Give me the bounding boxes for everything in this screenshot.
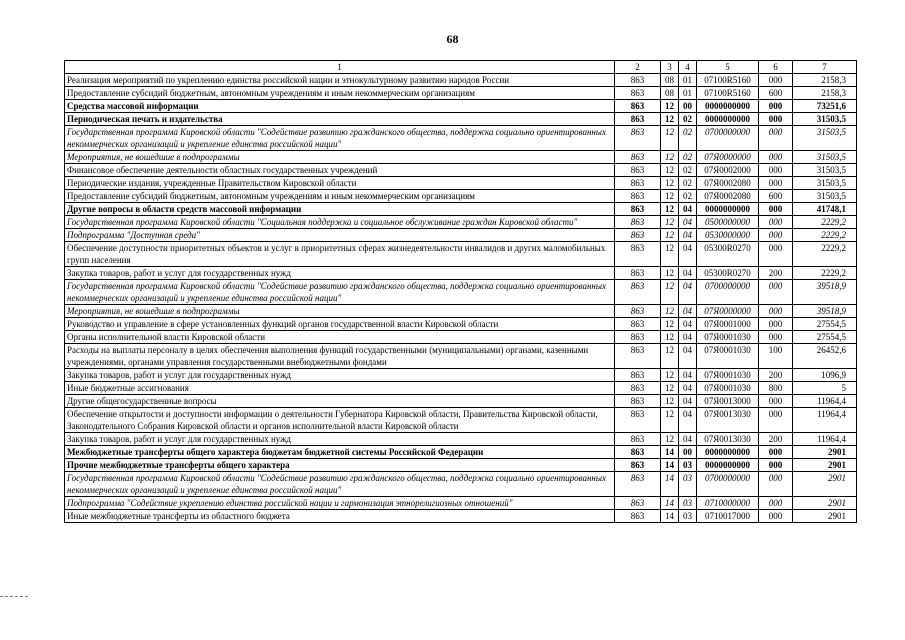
amount-cell: 39518,9 bbox=[793, 305, 857, 318]
table-row bbox=[65, 216, 857, 229]
description-cell: Периодические издания, учрежденные Правительством Кировской области bbox=[65, 177, 615, 190]
subsection-cell: 04 bbox=[679, 229, 697, 242]
admin-code-cell: 863 bbox=[615, 472, 661, 497]
target-article-cell: 0000000000 bbox=[697, 446, 759, 459]
amount-cell: 5 bbox=[793, 382, 857, 395]
section-cell: 12 bbox=[661, 113, 679, 126]
page-edge-mark bbox=[0, 596, 28, 597]
column-header-1: 1 bbox=[65, 61, 615, 74]
expense-type-cell: 200 bbox=[759, 433, 793, 446]
subsection-cell: 01 bbox=[679, 74, 697, 87]
admin-code-cell: 863 bbox=[615, 203, 661, 216]
expense-type-cell: 100 bbox=[759, 344, 793, 369]
expense-type-cell: 000 bbox=[759, 497, 793, 510]
subsection-cell: 04 bbox=[679, 395, 697, 408]
description-cell: Обеспечение открытости и доступности информации о деятельности Губернатора Кировской области, Правительства Кировской области, Законодательного Собрания Кировской области и органов исполнительной власти Кировской области bbox=[65, 408, 615, 433]
expense-type-cell: 000 bbox=[759, 395, 793, 408]
budget-table bbox=[64, 60, 857, 523]
subsection-cell: 02 bbox=[679, 164, 697, 177]
column-header-7: 7 bbox=[793, 61, 857, 74]
admin-code-cell: 863 bbox=[615, 408, 661, 433]
table-row bbox=[65, 497, 857, 510]
amount-cell: 26452,6 bbox=[793, 344, 857, 369]
section-cell: 12 bbox=[661, 305, 679, 318]
target-article-cell: 07Я0013000 bbox=[697, 395, 759, 408]
table-row bbox=[65, 280, 857, 305]
table-row bbox=[65, 305, 857, 318]
amount-cell: 31503,5 bbox=[793, 190, 857, 203]
section-cell: 12 bbox=[661, 280, 679, 305]
amount-cell: 2229,2 bbox=[793, 267, 857, 280]
section-cell: 12 bbox=[661, 203, 679, 216]
amount-cell: 11964,4 bbox=[793, 395, 857, 408]
description-cell: Государственная программа Кировской области "Содействие развитию гражданского общества, поддержка социально ориентированных некоммерческих организаций и укрепление единства российской нации" bbox=[65, 126, 615, 151]
target-article-cell: 0530000000 bbox=[697, 229, 759, 242]
table-row bbox=[65, 459, 857, 472]
target-article-cell: 07Я0000000 bbox=[697, 151, 759, 164]
description-cell: Мероприятия, не вошедшие в подпрограммы bbox=[65, 151, 615, 164]
admin-code-cell: 863 bbox=[615, 229, 661, 242]
expense-type-cell: 200 bbox=[759, 267, 793, 280]
description-cell: Иные межбюджетные трансферты из областного бюджета bbox=[65, 510, 615, 523]
subsection-cell: 04 bbox=[679, 433, 697, 446]
target-article-cell: 07Я0001030 bbox=[697, 331, 759, 344]
admin-code-cell: 863 bbox=[615, 164, 661, 177]
amount-cell: 39518,9 bbox=[793, 280, 857, 305]
amount-cell: 31503,5 bbox=[793, 151, 857, 164]
description-cell: Государственная программа Кировской области "Содействие развитию гражданского общества, поддержка социально ориентированных некоммерческих организаций и укрепление единства российской нации" bbox=[65, 280, 615, 305]
subsection-cell: 02 bbox=[679, 177, 697, 190]
amount-cell: 2229,2 bbox=[793, 216, 857, 229]
table-row bbox=[65, 344, 857, 369]
subsection-cell: 04 bbox=[679, 242, 697, 267]
subsection-cell: 02 bbox=[679, 190, 697, 203]
description-cell: Средства массовой информации bbox=[65, 100, 615, 113]
amount-cell: 73251,6 bbox=[793, 100, 857, 113]
admin-code-cell: 863 bbox=[615, 100, 661, 113]
table-row bbox=[65, 126, 857, 151]
table-row bbox=[65, 369, 857, 382]
target-article-cell: 07100R5160 bbox=[697, 87, 759, 100]
description-cell: Прочие межбюджетные трансферты общего характера bbox=[65, 459, 615, 472]
expense-type-cell: 000 bbox=[759, 318, 793, 331]
expense-type-cell: 000 bbox=[759, 229, 793, 242]
section-cell: 12 bbox=[661, 408, 679, 433]
target-article-cell: 07Я0000000 bbox=[697, 305, 759, 318]
admin-code-cell: 863 bbox=[615, 74, 661, 87]
description-cell: Финансовое обеспечение деятельности областных государственных учреждений bbox=[65, 164, 615, 177]
admin-code-cell: 863 bbox=[615, 267, 661, 280]
section-cell: 12 bbox=[661, 177, 679, 190]
target-article-cell: 05300R0270 bbox=[697, 242, 759, 267]
section-cell: 08 bbox=[661, 74, 679, 87]
amount-cell: 1096,9 bbox=[793, 369, 857, 382]
description-cell: Обеспечение доступности приоритетных объектов и услуг в приоритетных сферах жизнедеятельности инвалидов и других маломобильных групп населения bbox=[65, 242, 615, 267]
expense-type-cell: 800 bbox=[759, 382, 793, 395]
target-article-cell: 0710000000 bbox=[697, 497, 759, 510]
expense-type-cell: 200 bbox=[759, 369, 793, 382]
admin-code-cell: 863 bbox=[615, 497, 661, 510]
amount-cell: 2901 bbox=[793, 446, 857, 459]
target-article-cell: 07Я0001030 bbox=[697, 382, 759, 395]
subsection-cell: 04 bbox=[679, 267, 697, 280]
section-cell: 08 bbox=[661, 87, 679, 100]
table-header-row bbox=[65, 61, 857, 74]
column-header-6: 6 bbox=[759, 61, 793, 74]
table-row bbox=[65, 382, 857, 395]
section-cell: 14 bbox=[661, 510, 679, 523]
section-cell: 12 bbox=[661, 190, 679, 203]
admin-code-cell: 863 bbox=[615, 318, 661, 331]
admin-code-cell: 863 bbox=[615, 433, 661, 446]
admin-code-cell: 863 bbox=[615, 242, 661, 267]
section-cell: 14 bbox=[661, 446, 679, 459]
section-cell: 12 bbox=[661, 382, 679, 395]
table-row bbox=[65, 177, 857, 190]
subsection-cell: 03 bbox=[679, 472, 697, 497]
admin-code-cell: 863 bbox=[615, 177, 661, 190]
target-article-cell: 07Я0002000 bbox=[697, 164, 759, 177]
subsection-cell: 01 bbox=[679, 87, 697, 100]
section-cell: 12 bbox=[661, 369, 679, 382]
section-cell: 14 bbox=[661, 459, 679, 472]
description-cell: Реализация мероприятий по укреплению единства российской нации и этнокультурному развитию народов России bbox=[65, 74, 615, 87]
description-cell: Другие вопросы в области средств массовой информации bbox=[65, 203, 615, 216]
column-header-4: 4 bbox=[679, 61, 697, 74]
amount-cell: 27554,5 bbox=[793, 318, 857, 331]
subsection-cell: 02 bbox=[679, 113, 697, 126]
description-cell: Закупка товаров, работ и услуг для государственных нужд bbox=[65, 267, 615, 280]
amount-cell: 2158,3 bbox=[793, 87, 857, 100]
section-cell: 12 bbox=[661, 344, 679, 369]
target-article-cell: 07Я0002080 bbox=[697, 177, 759, 190]
target-article-cell: 07Я0001030 bbox=[697, 369, 759, 382]
expense-type-cell: 000 bbox=[759, 280, 793, 305]
target-article-cell: 07Я0013030 bbox=[697, 408, 759, 433]
expense-type-cell: 000 bbox=[759, 74, 793, 87]
description-cell: Руководство и управление в сфере установленных функций органов государственной власти Кировской области bbox=[65, 318, 615, 331]
admin-code-cell: 863 bbox=[615, 369, 661, 382]
target-article-cell: 0700000000 bbox=[697, 126, 759, 151]
target-article-cell: 07100R5160 bbox=[697, 74, 759, 87]
target-article-cell: 07Я0001030 bbox=[697, 344, 759, 369]
column-header-5: 5 bbox=[697, 61, 759, 74]
subsection-cell: 04 bbox=[679, 369, 697, 382]
target-article-cell: 07Я0001000 bbox=[697, 318, 759, 331]
description-cell: Предоставление субсидий бюджетным, автономным учреждениям и иным некоммерческим организациям bbox=[65, 190, 615, 203]
target-article-cell: 05300R0270 bbox=[697, 267, 759, 280]
target-article-cell: 0000000000 bbox=[697, 203, 759, 216]
table-row bbox=[65, 395, 857, 408]
description-cell: Иные бюджетные ассигнования bbox=[65, 382, 615, 395]
expense-type-cell: 600 bbox=[759, 190, 793, 203]
subsection-cell: 04 bbox=[679, 331, 697, 344]
section-cell: 12 bbox=[661, 395, 679, 408]
table-row bbox=[65, 446, 857, 459]
subsection-cell: 00 bbox=[679, 100, 697, 113]
amount-cell: 2901 bbox=[793, 510, 857, 523]
subsection-cell: 02 bbox=[679, 151, 697, 164]
expense-type-cell: 000 bbox=[759, 446, 793, 459]
table-row bbox=[65, 318, 857, 331]
description-cell: Закупка товаров, работ и услуг для государственных нужд bbox=[65, 369, 615, 382]
subsection-cell: 00 bbox=[679, 446, 697, 459]
admin-code-cell: 863 bbox=[615, 446, 661, 459]
section-cell: 12 bbox=[661, 318, 679, 331]
table-row bbox=[65, 151, 857, 164]
page-number: 68 bbox=[446, 32, 459, 46]
expense-type-cell: 000 bbox=[759, 113, 793, 126]
expense-type-cell: 000 bbox=[759, 242, 793, 267]
table-row bbox=[65, 510, 857, 523]
table-row bbox=[65, 87, 857, 100]
description-cell: Периодическая печать и издательства bbox=[65, 113, 615, 126]
section-cell: 12 bbox=[661, 229, 679, 242]
expense-type-cell: 000 bbox=[759, 151, 793, 164]
target-article-cell: 0000000000 bbox=[697, 459, 759, 472]
amount-cell: 31503,5 bbox=[793, 113, 857, 126]
amount-cell: 2229,2 bbox=[793, 242, 857, 267]
expense-type-cell: 000 bbox=[759, 472, 793, 497]
section-cell: 12 bbox=[661, 151, 679, 164]
section-cell: 12 bbox=[661, 267, 679, 280]
description-cell: Межбюджетные трансферты общего характера бюджетам бюджетной системы Российской Федерации bbox=[65, 446, 615, 459]
admin-code-cell: 863 bbox=[615, 344, 661, 369]
section-cell: 12 bbox=[661, 331, 679, 344]
subsection-cell: 04 bbox=[679, 203, 697, 216]
section-cell: 14 bbox=[661, 472, 679, 497]
target-article-cell: 0700000000 bbox=[697, 472, 759, 497]
amount-cell: 11964,4 bbox=[793, 433, 857, 446]
table-row bbox=[65, 229, 857, 242]
expense-type-cell: 600 bbox=[759, 87, 793, 100]
subsection-cell: 04 bbox=[679, 216, 697, 229]
description-cell: Закупка товаров, работ и услуг для государственных нужд bbox=[65, 433, 615, 446]
subsection-cell: 04 bbox=[679, 382, 697, 395]
target-article-cell: 0700000000 bbox=[697, 280, 759, 305]
admin-code-cell: 863 bbox=[615, 459, 661, 472]
expense-type-cell: 000 bbox=[759, 331, 793, 344]
admin-code-cell: 863 bbox=[615, 382, 661, 395]
table-row bbox=[65, 74, 857, 87]
description-cell: Государственная программа Кировской области "Социальная поддержка и социальное обслуживание граждан Кировской области" bbox=[65, 216, 615, 229]
table-row bbox=[65, 164, 857, 177]
admin-code-cell: 863 bbox=[615, 510, 661, 523]
subsection-cell: 04 bbox=[679, 280, 697, 305]
subsection-cell: 03 bbox=[679, 459, 697, 472]
description-cell: Расходы на выплаты персоналу в целях обеспечения выполнения функций государственными (муниципальными) органами, казенными учреждениями, органами управления государственными внебюджетными фондами bbox=[65, 344, 615, 369]
table-row bbox=[65, 408, 857, 433]
amount-cell: 31503,5 bbox=[793, 126, 857, 151]
subsection-cell: 04 bbox=[679, 318, 697, 331]
admin-code-cell: 863 bbox=[615, 395, 661, 408]
table-row bbox=[65, 472, 857, 497]
description-cell: Другие общегосударственные вопросы bbox=[65, 395, 615, 408]
description-cell: Подпрограмма "Доступная среда" bbox=[65, 229, 615, 242]
admin-code-cell: 863 bbox=[615, 151, 661, 164]
target-article-cell: 0500000000 bbox=[697, 216, 759, 229]
amount-cell: 2229,2 bbox=[793, 229, 857, 242]
target-article-cell: 07Я0013030 bbox=[697, 433, 759, 446]
amount-cell: 2901 bbox=[793, 459, 857, 472]
amount-cell: 31503,5 bbox=[793, 177, 857, 190]
description-cell: Подпрограмма "Содействие укреплению единства российской нации и гармонизация этнорелигиозных отношений" bbox=[65, 497, 615, 510]
admin-code-cell: 863 bbox=[615, 113, 661, 126]
target-article-cell: 0000000000 bbox=[697, 100, 759, 113]
expense-type-cell: 000 bbox=[759, 203, 793, 216]
target-article-cell: 0000000000 bbox=[697, 113, 759, 126]
amount-cell: 41748,1 bbox=[793, 203, 857, 216]
expense-type-cell: 000 bbox=[759, 164, 793, 177]
admin-code-cell: 863 bbox=[615, 216, 661, 229]
table-row bbox=[65, 203, 857, 216]
section-cell: 12 bbox=[661, 100, 679, 113]
admin-code-cell: 863 bbox=[615, 87, 661, 100]
table-row bbox=[65, 433, 857, 446]
description-cell: Мероприятия, не вошедшие в подпрограммы bbox=[65, 305, 615, 318]
section-cell: 12 bbox=[661, 164, 679, 177]
amount-cell: 11964,4 bbox=[793, 408, 857, 433]
section-cell: 12 bbox=[661, 242, 679, 267]
expense-type-cell: 000 bbox=[759, 305, 793, 318]
expense-type-cell: 000 bbox=[759, 216, 793, 229]
amount-cell: 2901 bbox=[793, 497, 857, 510]
column-header-3: 3 bbox=[661, 61, 679, 74]
expense-type-cell: 000 bbox=[759, 126, 793, 151]
table-row bbox=[65, 242, 857, 267]
subsection-cell: 03 bbox=[679, 510, 697, 523]
expense-type-cell: 000 bbox=[759, 459, 793, 472]
section-cell: 12 bbox=[661, 126, 679, 151]
amount-cell: 31503,5 bbox=[793, 164, 857, 177]
section-cell: 12 bbox=[661, 216, 679, 229]
target-article-cell: 0710017000 bbox=[697, 510, 759, 523]
description-cell: Государственная программа Кировской области "Содействие развитию гражданского общества, поддержка социально ориентированных некоммерческих организаций и укрепление единства российской нации" bbox=[65, 472, 615, 497]
amount-cell: 27554,5 bbox=[793, 331, 857, 344]
admin-code-cell: 863 bbox=[615, 305, 661, 318]
column-header-2: 2 bbox=[615, 61, 661, 74]
table-row bbox=[65, 331, 857, 344]
expense-type-cell: 000 bbox=[759, 408, 793, 433]
expense-type-cell: 000 bbox=[759, 510, 793, 523]
subsection-cell: 04 bbox=[679, 305, 697, 318]
subsection-cell: 04 bbox=[679, 408, 697, 433]
subsection-cell: 03 bbox=[679, 497, 697, 510]
table-row bbox=[65, 190, 857, 203]
admin-code-cell: 863 bbox=[615, 190, 661, 203]
description-cell: Предоставление субсидий бюджетным, автономным учреждениям и иным некоммерческим организациям bbox=[65, 87, 615, 100]
admin-code-cell: 863 bbox=[615, 280, 661, 305]
section-cell: 14 bbox=[661, 497, 679, 510]
amount-cell: 2158,3 bbox=[793, 74, 857, 87]
amount-cell: 2901 bbox=[793, 472, 857, 497]
expense-type-cell: 000 bbox=[759, 177, 793, 190]
subsection-cell: 04 bbox=[679, 344, 697, 369]
table-row bbox=[65, 100, 857, 113]
target-article-cell: 07Я0002080 bbox=[697, 190, 759, 203]
expense-type-cell: 000 bbox=[759, 100, 793, 113]
table-row bbox=[65, 113, 857, 126]
table-body bbox=[65, 61, 857, 523]
section-cell: 12 bbox=[661, 433, 679, 446]
admin-code-cell: 863 bbox=[615, 331, 661, 344]
description-cell: Органы исполнительной власти Кировской области bbox=[65, 331, 615, 344]
subsection-cell: 02 bbox=[679, 126, 697, 151]
admin-code-cell: 863 bbox=[615, 126, 661, 151]
table-row bbox=[65, 267, 857, 280]
